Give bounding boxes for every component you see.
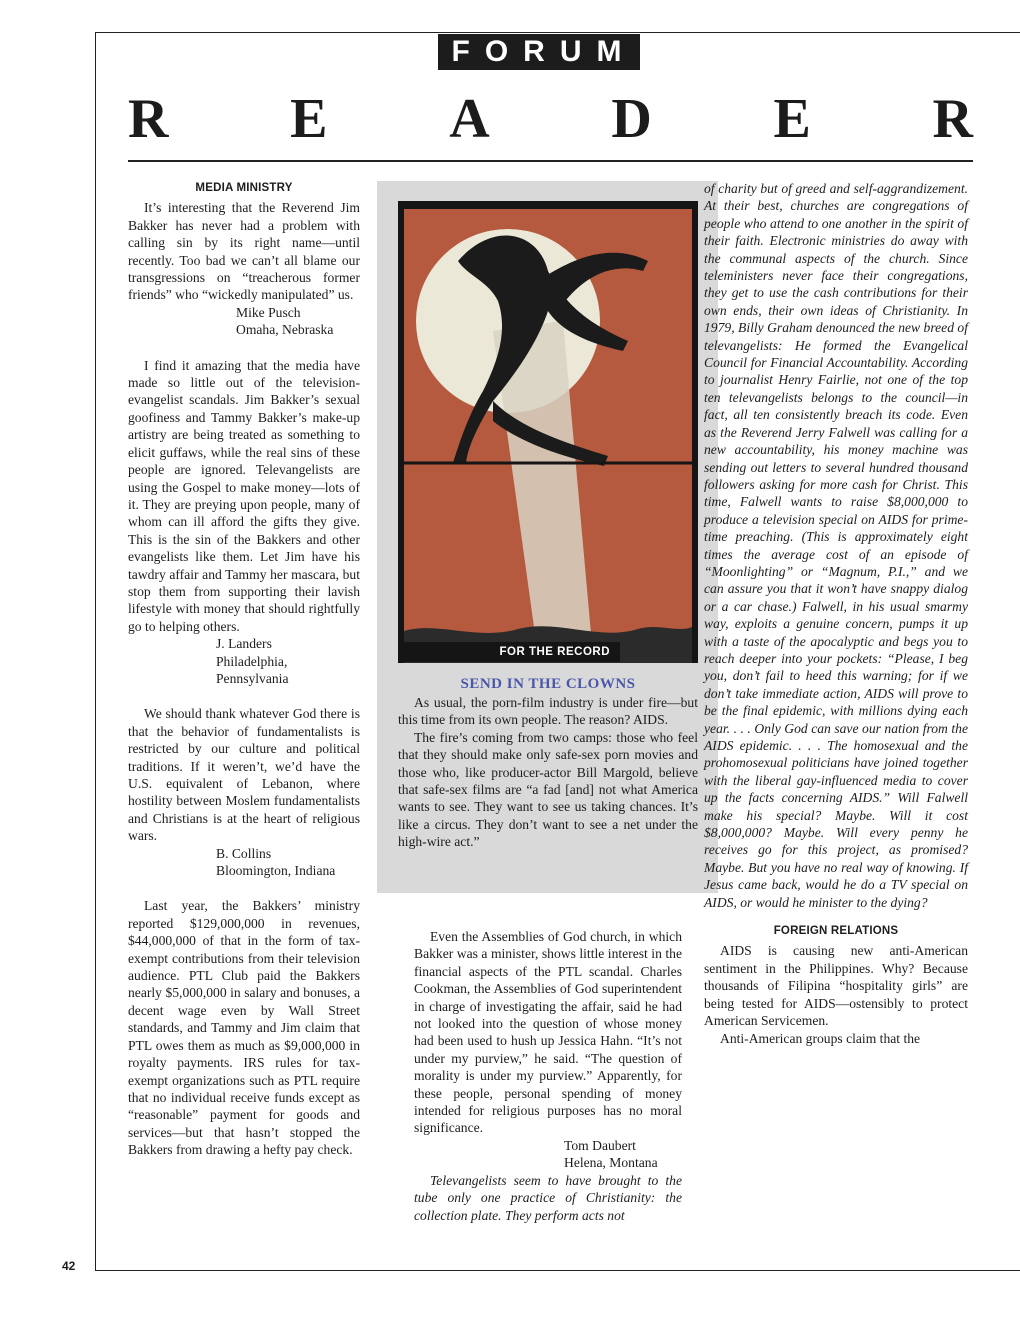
reader-title	[128, 80, 973, 158]
letter-signature-place: Philadelphia, Pennsylvania	[216, 653, 289, 686]
title-letter: E	[773, 88, 811, 150]
section-heading-media-ministry: MEDIA MINISTRY	[195, 182, 293, 194]
letter-signature-name: J. Landers	[216, 636, 272, 652]
column-left	[128, 180, 360, 1159]
letter-paragraph: Last year, the Bakkers’ ministry reported $129,000,000 in revenues, $44,000,000 of that in the form of tax-exempt contributions from their television audience. PTL Club paid the Bakkers nearly $5,000,000 in salary and bonuses, a decent wage even by Wall Street standards, and Tammy and Jim claim that PTL owes them as much as $9,000,000 in royalty payments. IRS rules for tax-exempt organizations such as PTL require that no individual receive funds except as “reasonable” payment for goods and services—but that hasn’t stopped the Bakkers from drawing a hefty pay check.	[128, 898, 360, 1158]
letter-signature-place: Omaha, Nebraska	[236, 322, 334, 338]
title-rule	[128, 160, 973, 162]
for-the-record-label: FOR THE RECORD	[398, 642, 620, 662]
letter-signature-name: Tom Daubert	[564, 1137, 636, 1153]
column-middle	[414, 928, 682, 1224]
page-frame-bottom-rule	[95, 1270, 1020, 1271]
letter-paragraph: We should thank whatever God there is that the behavior of fundamentalists is restricted by our culture and political traditions. If it weren’t, we’d have the U.S. equivalent of Lebanon, where hostility between Moslem fundamentalists and Christians is at the heart of religious wars.	[128, 706, 360, 844]
title-letter: R	[128, 88, 169, 150]
letter-signature-place: Bloomington, Indiana	[216, 863, 336, 879]
letter-paragraph: AIDS is causing new anti-American sentiment in the Philippines. Why? Because thousands of Filipina “hospitality girls” are being tested for AIDS—ostensibly to protect American Servicemen.	[704, 943, 968, 1029]
letter-signature-name: B. Collins	[216, 845, 272, 861]
letter-paragraph: I find it amazing that the media have made so little out of the television-evangelist scandals. Jim Bakker’s sexual goofiness and Tammy Bakker’s make-up artistry are being treated as something to elicit guffaws, while the real sins of these people are ignored. Televangelists are using the Gospel to make money—lots of it. They are preying upon people, many of whom can ill afford the gifts they give. This is the sin of the Bakkers and other evangelists like them. Let Jim have his tawdry affair and Tammy her mascara, but stop them from supporting their lavish lifestyle with money that should rightfully go to helping others.	[128, 357, 360, 634]
forum-section-badge: FORUM	[438, 34, 640, 70]
letter-signature-place: Helena, Montana	[564, 1155, 658, 1171]
title-letter: E	[290, 88, 328, 150]
letter-paragraph-italic: Televangelists seem to have brought to the tube only one practice of Christianity: the collection plate. They perform acts not	[414, 1172, 682, 1223]
sidebar-body	[398, 694, 698, 851]
letter-paragraph-italic-continued: of charity but of greed and self-aggrandizement. At their best, churches are congregations of people who attend to one another in the spirit of their faith. Electronic ministries do away with the communal aspects of the church. Since teleministers never face their congregations, they get to use the cash contributions for their own ends, their own ideas of Christianity. In 1979, Billy Graham denounced the new breed of televangelists: He formed the Evangelical Council for Financial Accountability. According to journalist Henry Fairlie, not one of the top ten televangelists belongs to the council—in fact, all ten consistently breach its code. Even as the Reverend Jerry Falwell was calling for a new accountability, his money machine was sending out letters to several hundred thousand followers asking for more cash for Christ. This time, Falwell wants to raise $8,000,000 to produce a television special on AIDS for prime-time preaching. (This is approximately eight times the average cost of an episode of “Moonlighting” or “Magnum, P.I.,” and we can assure you that it won’t have snappy dialog or a car chase.) Falwell, in his usual smarmy way, exploits a genuine concern, pumps it up with a taste of the apocalyptic and begs you to reach deeper into your pockets: “Please, I beg you, don’t fail to heed this warning; for if we don’t take immediate action, AIDS will prove to be the final epidemic, with millions dying each year. . . . Only God can save our nation from the AIDS epidemic. . . . The homosexual and the prohomosexual politicians have joined together with the liberal gay-influenced media to cover up the facts concerning AIDS.” Will Falwell make his special? Maybe. Will it cost $8,000,000? Maybe. Will every penny he receives go for this project, as promised? Maybe. But you have no real way of knowing. If Jesus came back, would he do a TV special on AIDS, or would he minister to the dying?	[704, 181, 968, 910]
letter-paragraph: Even the Assemblies of God church, in which Bakker was a minister, shows little interest in the financial aspects of the PTL scandal. Charles Cookman, the Assemblies of God superintendent in charge of investigating the affair, said he had not looked into the question of whose money had been used to hush up Jessica Hahn. “It’s not under my purview,” he said. “The question of morality is under my purview.” Apparently, for these people, personal spending of money intended for religious purposes has no moral significance.	[414, 929, 682, 1136]
sidebar-paragraph: The fire’s coming from two camps: those who feel that they should make only safe-sex porn movies and those who, like producer-actor Bill Margold, believe that safe-sex films are “a fad [and] not what America wants to see. They want to see us taking chances. It’s like a circus. They don’t want to see a net under the high-wire act.”	[398, 729, 698, 850]
illustration-svg	[398, 201, 698, 663]
page-frame-top-rule	[95, 32, 1020, 33]
letter-paragraph: It’s interesting that the Reverend Jim Bakker has never had a problem with calling sin by its right name—until recently. Too bad we can’t all blame our transgressions on “treacherous former friends” who “wickedly manipulated” us.	[128, 200, 360, 303]
title-letter: D	[611, 88, 652, 150]
column-right	[704, 180, 968, 1047]
sidebar-paragraph: As usual, the porn-film industry is under fire—but this time from its own people. The reason? AIDS.	[398, 695, 698, 728]
page-number: 42	[62, 1259, 76, 1273]
letter-paragraph: Anti-American groups claim that the	[720, 1030, 921, 1046]
page-frame-left-rule	[95, 32, 96, 1270]
letter-signature-name: Mike Pusch	[236, 304, 301, 320]
sidebar-headline: SEND IN THE CLOWNS	[460, 676, 636, 692]
section-heading-foreign-relations: FOREIGN RELATIONS	[773, 925, 899, 938]
title-letter: A	[449, 88, 490, 150]
clown-tightrope-illustration	[398, 201, 698, 663]
title-letter: R	[932, 88, 973, 150]
